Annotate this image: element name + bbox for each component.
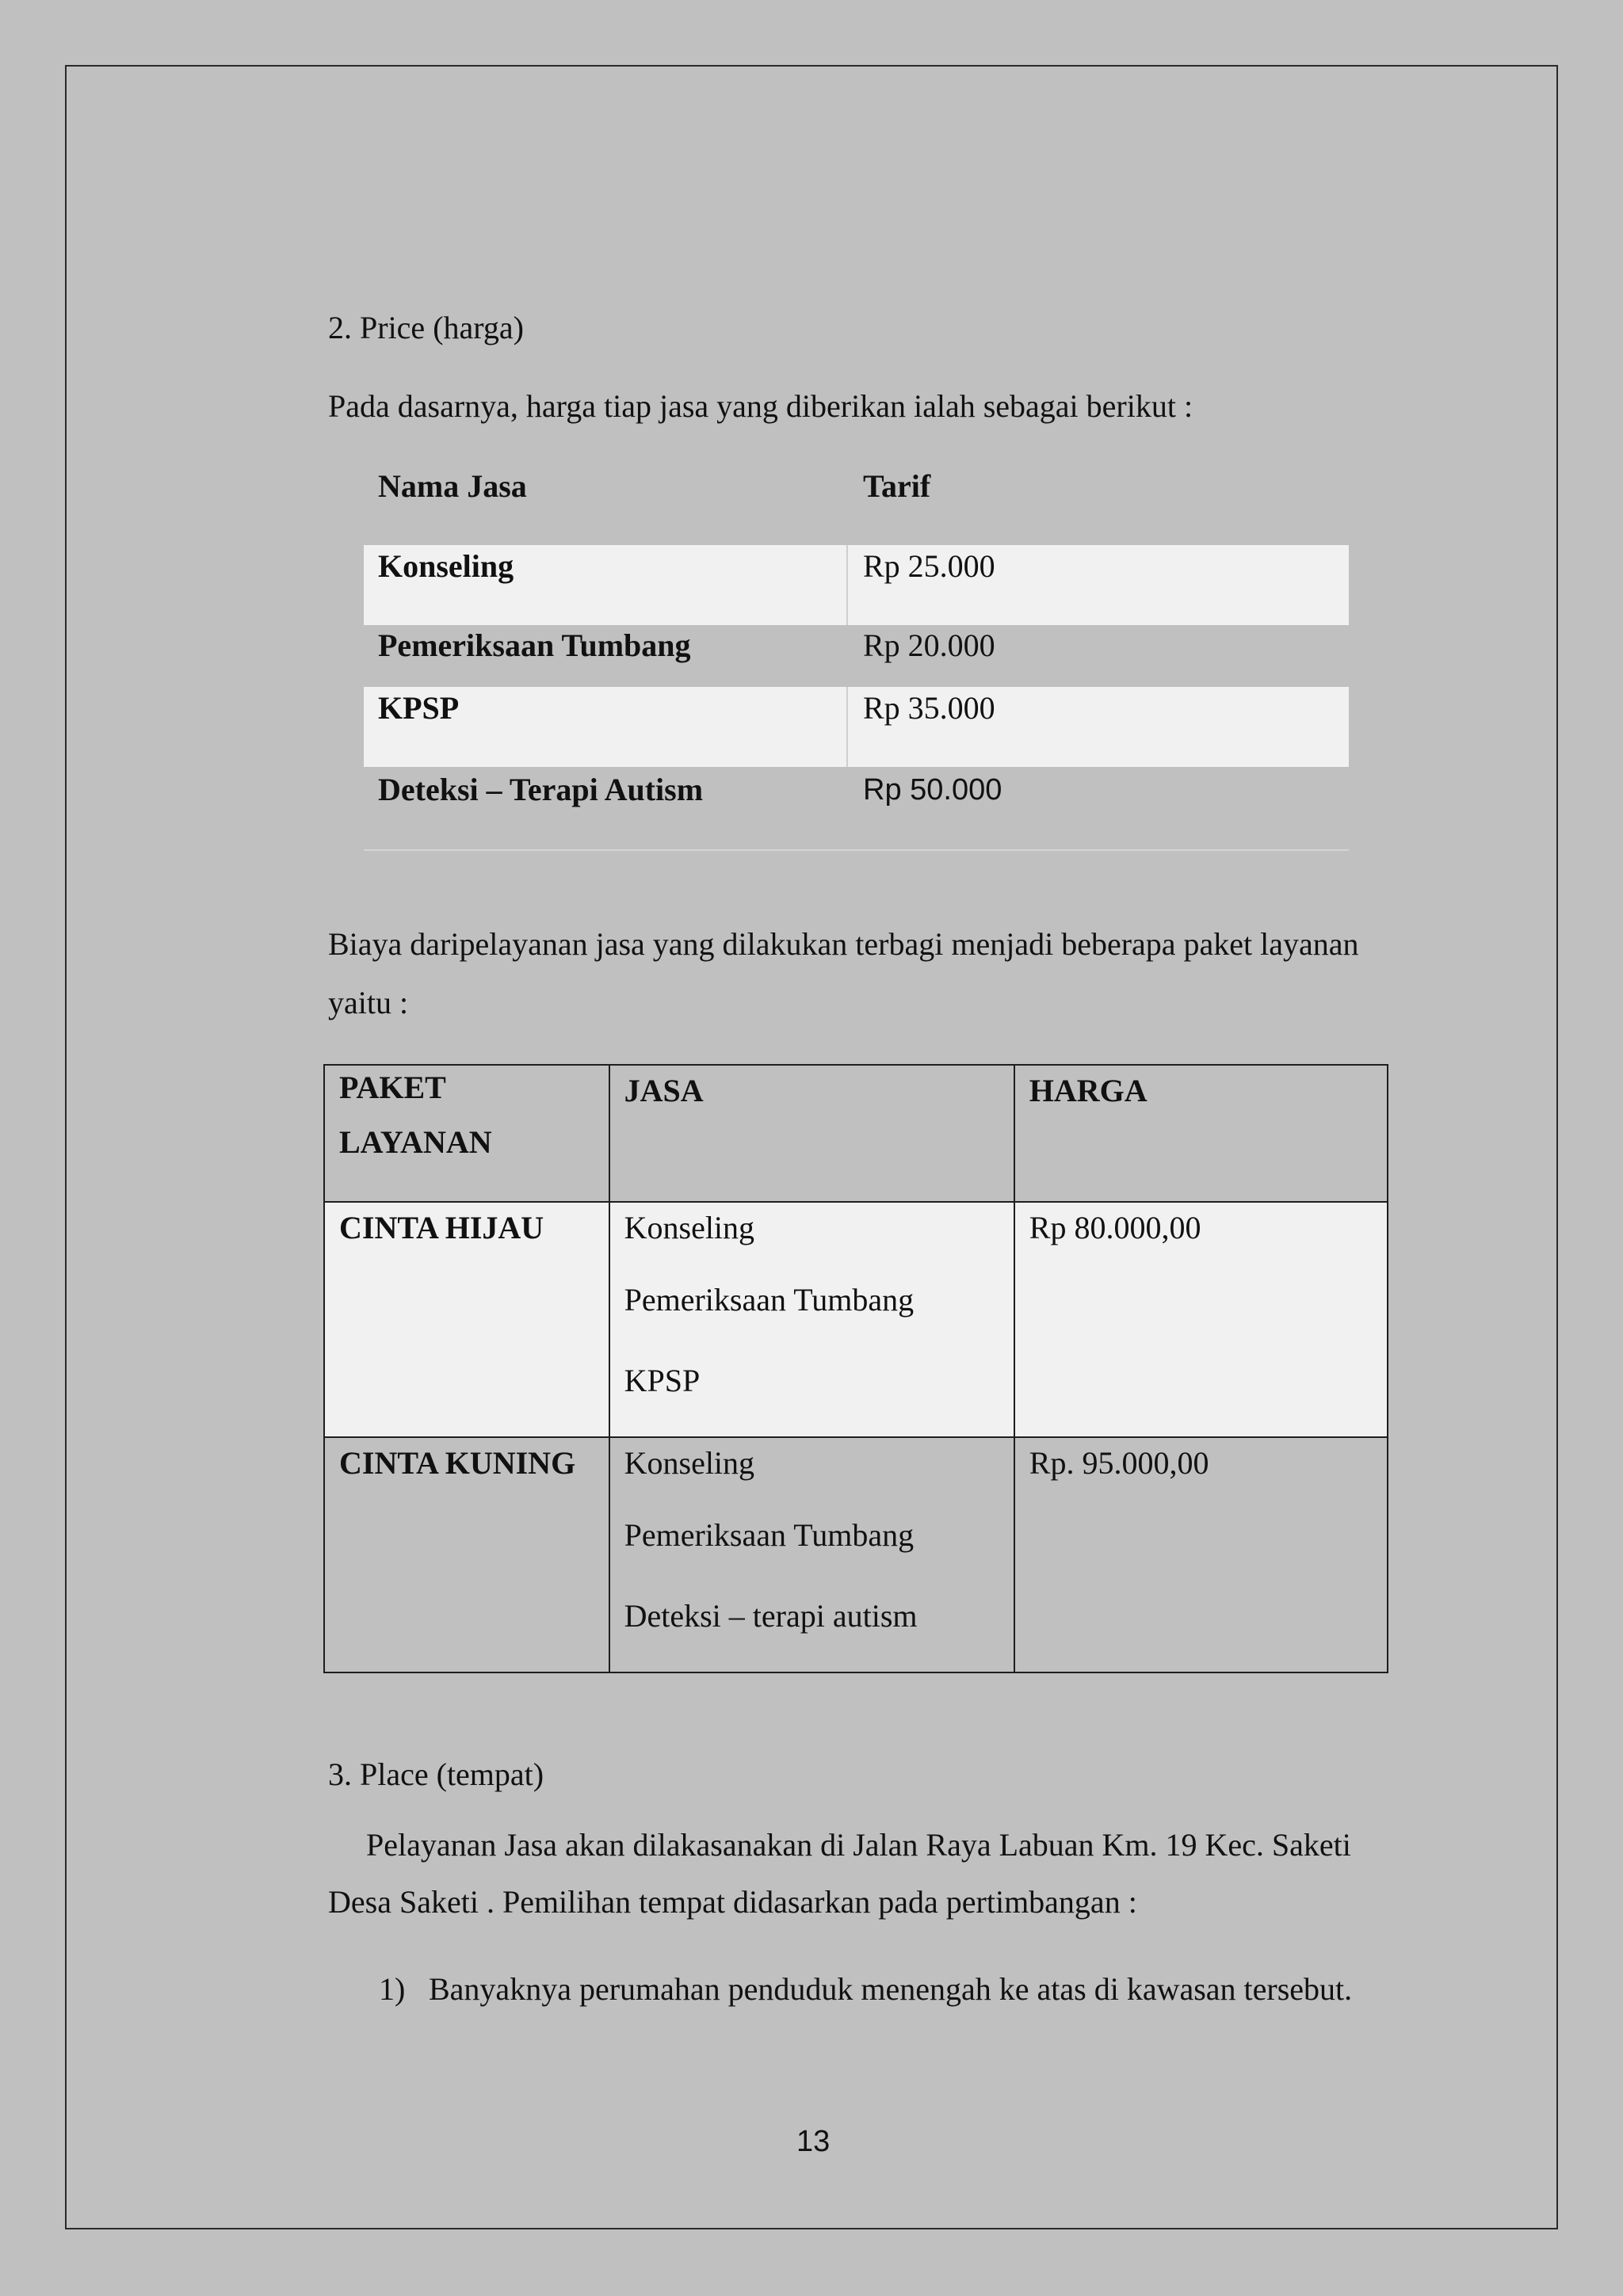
tarif-row-name: Deteksi – Terapi Autism xyxy=(378,772,704,807)
paket-name: CINTA KUNING xyxy=(339,1445,576,1481)
harga-value: Rp 80.000,00 xyxy=(1029,1210,1201,1245)
tarif-row-name: Konseling xyxy=(378,548,514,584)
place-heading: 3. Place (tempat) xyxy=(328,1756,544,1792)
tarif-table-bottom-rule xyxy=(364,849,1349,851)
jasa-list-cell xyxy=(609,1437,1014,1672)
jasa-item: KPSP xyxy=(624,1363,701,1398)
paket-table-header xyxy=(324,1065,1388,1202)
place-line-2: Desa Saketi . Pemilihan tempat didasarkan pada pertimbangan : xyxy=(328,1884,1137,1920)
tarif-row-divider xyxy=(846,545,848,625)
tarif-row-price: Rp 20.000 xyxy=(863,627,995,663)
paket-table xyxy=(323,1064,1388,1673)
table-row xyxy=(324,1437,1388,1672)
paket-header-line: LAYANAN xyxy=(339,1124,492,1160)
jasa-item: Konseling xyxy=(624,1210,755,1245)
tarif-row-name: Pemeriksaan Tumbang xyxy=(378,627,691,663)
paket-name-cell xyxy=(324,1202,609,1437)
harga-value: Rp. 95.000,00 xyxy=(1029,1445,1209,1481)
jasa-item: Konseling xyxy=(624,1445,755,1481)
harga-cell xyxy=(1014,1202,1388,1437)
jasa-header-cell xyxy=(609,1065,1014,1202)
place-line-1: Pelayanan Jasa akan dilakasanakan di Jalan Raya Labuan Km. 19 Kec. Saketi xyxy=(366,1827,1351,1863)
biaya-line-2: yaitu : xyxy=(328,985,409,1020)
tarif-row-price: Rp 50.000 xyxy=(863,773,1002,807)
paket-name: CINTA HIJAU xyxy=(339,1210,544,1245)
paket-header-cell xyxy=(324,1065,609,1202)
jasa-item: Pemeriksaan Tumbang xyxy=(624,1282,915,1318)
price-heading: 2. Price (harga) xyxy=(328,310,524,345)
jasa-item: Pemeriksaan Tumbang xyxy=(624,1517,915,1553)
jasa-header-label: JASA xyxy=(624,1073,704,1108)
tarif-row-divider xyxy=(846,687,848,767)
page-number: 13 xyxy=(796,2125,831,2158)
price-intro: Pada dasarnya, harga tiap jasa yang diberikan ialah sebagai berikut : xyxy=(328,388,1193,424)
table-row xyxy=(324,1202,1388,1437)
tarif-row-price: Rp 35.000 xyxy=(863,690,995,726)
paket-name-cell xyxy=(324,1437,609,1672)
list-number: 1) xyxy=(379,1971,406,2007)
tarif-row-shade xyxy=(364,687,1349,767)
list-item-text: Banyaknya perumahan penduduk menengah ke atas di kawasan tersebut. xyxy=(429,1971,1353,2007)
jasa-list-cell xyxy=(609,1202,1014,1437)
harga-cell xyxy=(1014,1437,1388,1672)
biaya-line-1: Biaya daripelayanan jasa yang dilakukan terbagi menjadi beberapa paket layanan xyxy=(328,926,1359,962)
harga-header-label: HARGA xyxy=(1029,1073,1148,1108)
harga-header-cell xyxy=(1014,1065,1388,1202)
tarif-header-name: Nama Jasa xyxy=(378,468,527,504)
tarif-header-price: Tarif xyxy=(863,468,931,504)
jasa-item: Deteksi – terapi autism xyxy=(624,1598,918,1634)
paket-header-line: PAKET xyxy=(339,1070,446,1105)
tarif-row-name: KPSP xyxy=(378,690,460,726)
tarif-row-price: Rp 25.000 xyxy=(863,548,995,584)
